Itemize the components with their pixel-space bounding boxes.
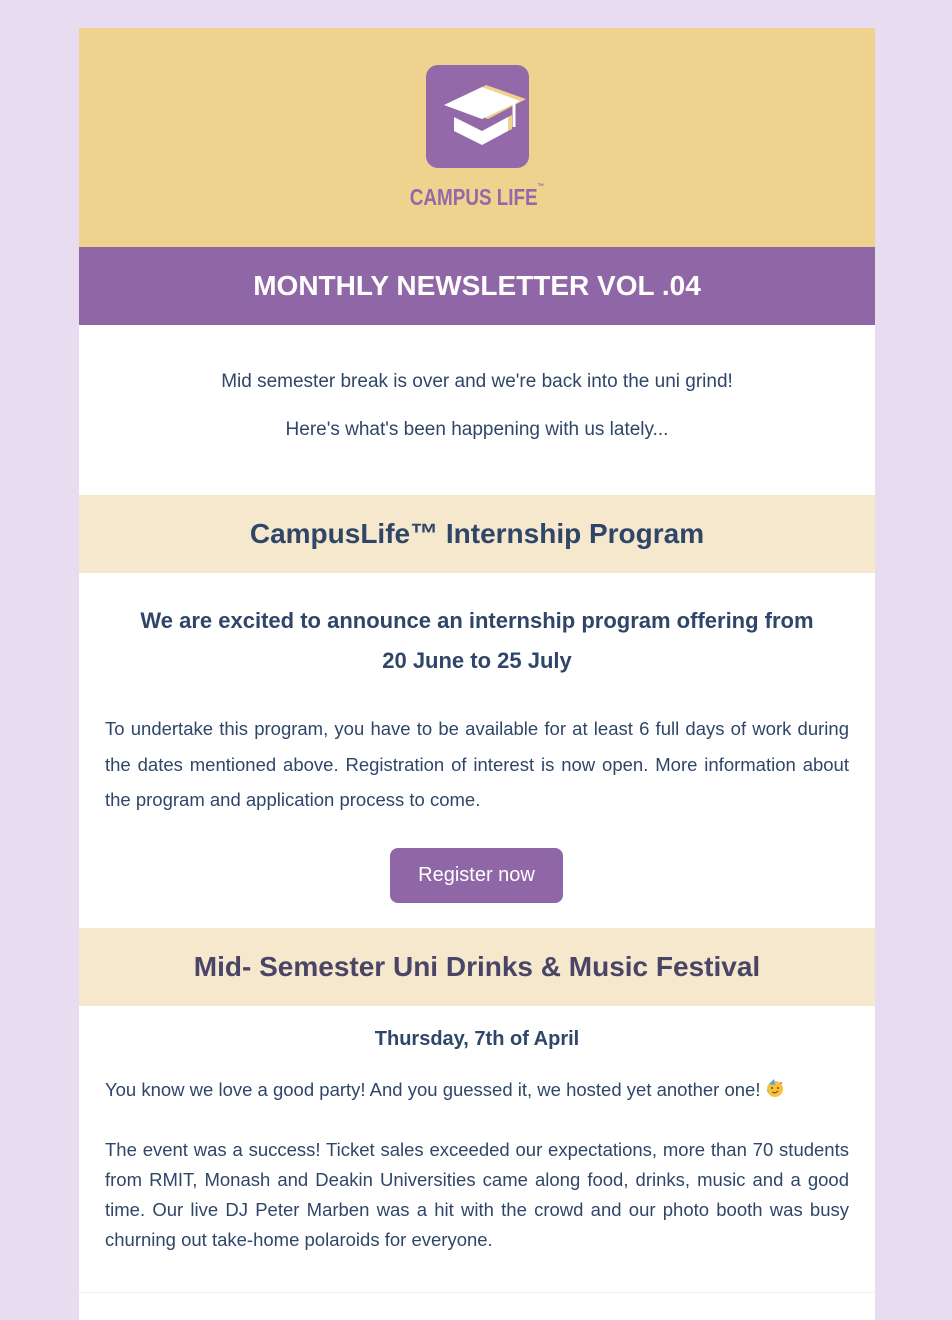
internship-body: To undertake this program, you have to be available for at least 6 full days of work during the dates mentioned above. Registration of interest is now open. More information about the program and application process to come.	[105, 718, 849, 810]
brand-name	[151, 184, 804, 211]
brand-text: CAMPUS LIFE	[409, 184, 538, 210]
hero-banner	[79, 28, 875, 247]
register-now-button[interactable]: Register now	[390, 848, 563, 903]
brand-trademark: ™	[537, 182, 545, 191]
internship-announcement	[109, 601, 845, 681]
section-divider	[79, 1292, 875, 1293]
partying-face-icon	[765, 1078, 785, 1098]
intro-line-1: Mid semester break is over and we're back into the uni grind!	[221, 371, 733, 392]
intro-section	[79, 325, 875, 495]
festival-paragraph-1-text: You know we love a good party! And you guessed it, we hosted yet another one!	[105, 1078, 761, 1100]
event-date: Thursday, 7th of April	[374, 1027, 580, 1050]
graduation-cap-icon	[426, 65, 529, 168]
cta-section	[79, 818, 875, 928]
festival-heading: Mid- Semester Uni Drinks & Music Festival	[79, 928, 875, 1006]
intro-line-2: Here's what's been happening with us lately...	[285, 419, 669, 440]
festival-paragraph-2: The event was a success! Ticket sales exceeded our expectations, more than 70 students from RMIT, Monash and Deakin Universities came along food, drinks, music and a good time. Our live DJ Peter Marben was a hit with the crowd and our photo booth was busy churning out take-home polaroids for everyone.	[105, 1138, 849, 1250]
festival-paragraph-1	[105, 1075, 849, 1105]
logo[interactable]	[426, 65, 529, 168]
announcement-line-1: We are excited to announce an internship program offering from	[140, 608, 814, 633]
newsletter-container	[79, 28, 875, 1320]
internship-heading: CampusLife™ Internship Program	[79, 495, 875, 573]
announcement-line-2: 20 June to 25 July	[382, 648, 572, 673]
newsletter-title: MONTHLY NEWSLETTER VOL .04	[79, 247, 875, 325]
